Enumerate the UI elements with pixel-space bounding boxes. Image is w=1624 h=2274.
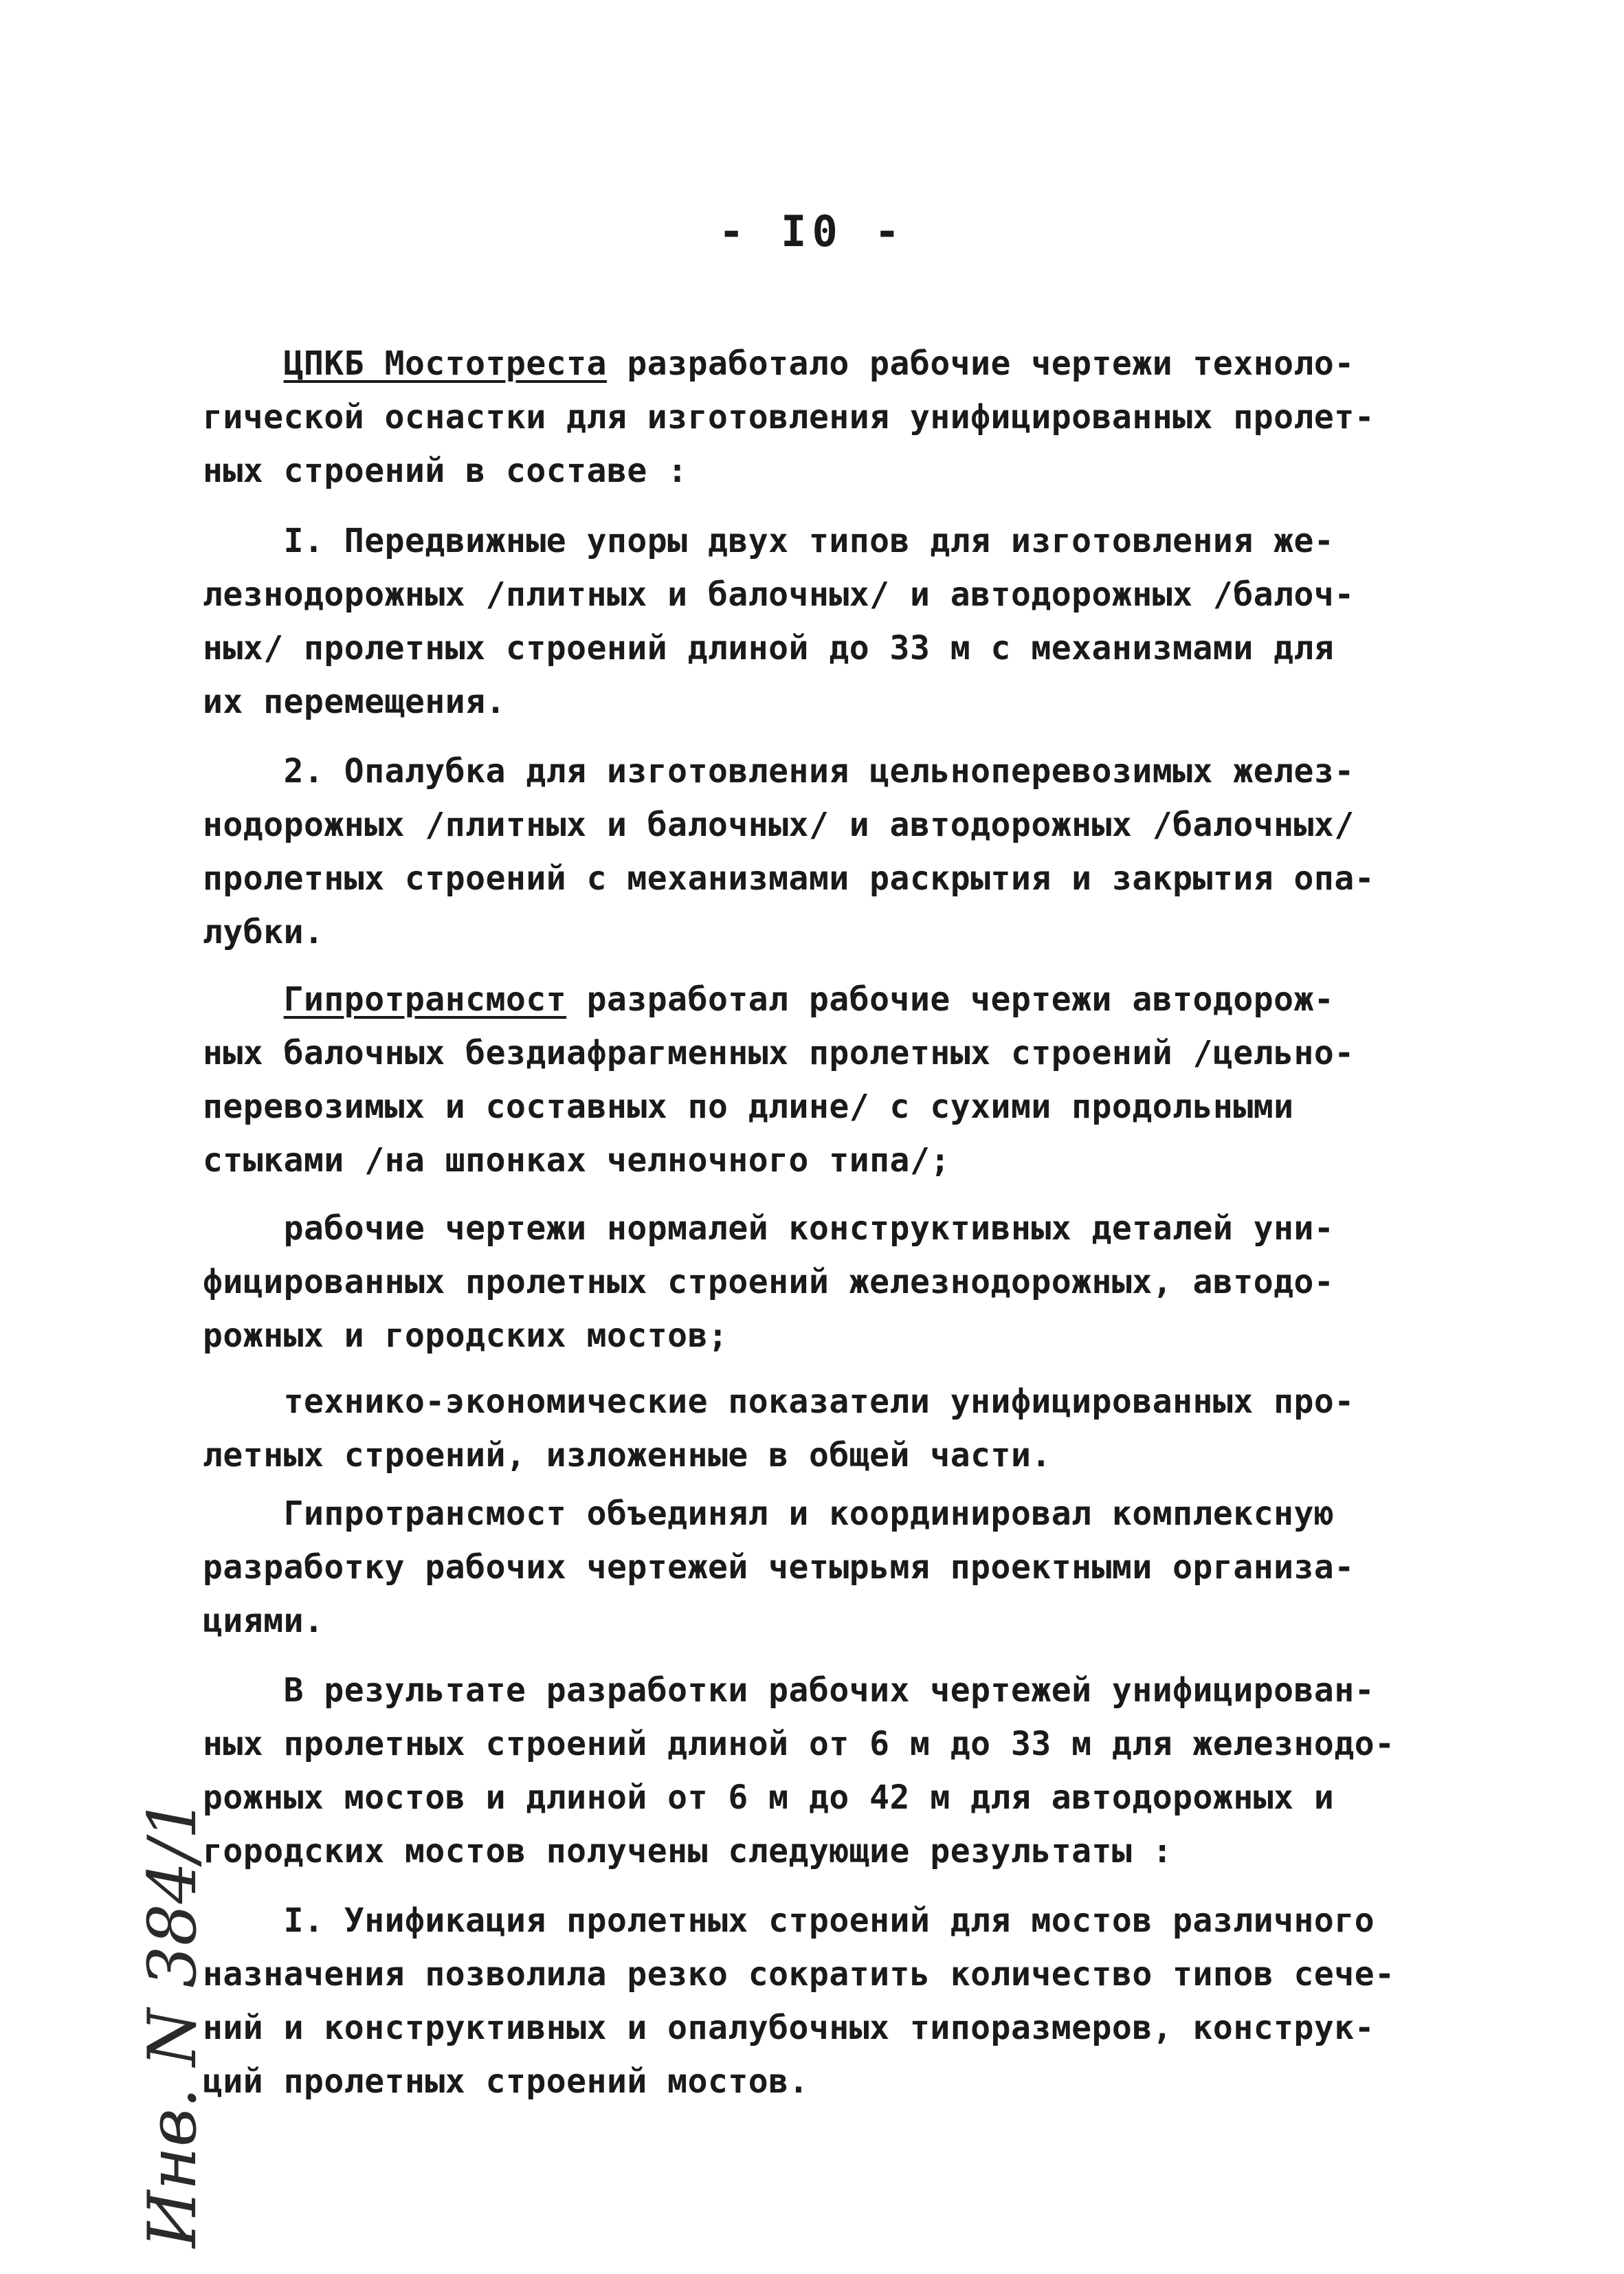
handwritten-inventory-note: Инв. N 384/1 [134,1797,211,2248]
paragraph-giprotransmost [203,973,1481,1187]
text-run: рабочие чертежи нормалей конструктивных деталей уни- [203,1209,1335,1248]
text-line [203,798,1481,852]
text-line [203,1894,1481,1947]
text-run: разработало рабочие чертежи техноло- [606,344,1355,383]
text-line [203,444,1481,498]
text-run: I. Передвижные упоры двух типов для изготовления же- [203,522,1335,560]
text-run: ций пролетных строений мостов. [203,2062,809,2101]
text-run: ных пролетных строений длиной от 6 м до 33 м для железнодо- [203,1725,1395,1763]
text-line [203,852,1481,905]
text-run: рожных мостов и длиной от 6 м до 42 м для автодорожных и [203,1778,1335,1817]
text-run: их перемещения. [203,683,506,721]
text-run [203,344,284,383]
text-run: гической оснастки для изготовления унифицированных пролет- [203,398,1375,437]
text-line [203,1594,1481,1648]
text-run: фицированных пролетных строений железнодорожных, автодо- [203,1263,1335,1301]
text-line [203,1487,1481,1541]
text-line [203,973,1481,1026]
text-run: ний и конструктивных и опалубочных типоразмеров, конструк- [203,2009,1375,2047]
text-run: технико-экономические показатели унифицированных про- [203,1382,1355,1421]
text-run: ных строений в составе : [203,452,688,490]
text-line [203,1202,1481,1255]
text-line [203,1428,1481,1482]
text-line [203,337,1481,390]
text-run: перевозимых и составных по длине/ с сухими продольными [203,1088,1294,1126]
text-line [203,514,1481,568]
paragraph-results [203,1664,1481,1878]
text-run: В результате разработки рабочих чертежей унифицирован- [203,1671,1375,1710]
paragraph-tspkb [203,337,1481,498]
text-run: I. Унификация пролетных строений для мостов различного [203,1901,1375,1940]
text-line [203,1134,1481,1187]
text-line [203,1824,1481,1878]
text-line [203,1947,1481,2001]
text-line [203,2001,1481,2055]
text-line [203,1080,1481,1134]
text-run: лезнодорожных /плитных и балочных/ и автодорожных /балоч- [203,575,1355,614]
text-line [203,1771,1481,1824]
text-line [203,744,1481,798]
organization-name: ЦПКБ Мостотреста [283,344,607,383]
text-line [203,1309,1481,1362]
text-run: разработал рабочие чертежи автодорож- [566,980,1335,1019]
text-run: нодорожных /плитных и балочных/ и автодорожных /балочных/ [203,806,1355,844]
text-line [203,390,1481,444]
text-run: разработку рабочих чертежей четырьмя проектными организа- [203,1548,1355,1587]
text-run: ных балочных бездиафрагменных пролетных строений /цельно- [203,1034,1355,1072]
text-line [203,1717,1481,1771]
text-line [203,905,1481,959]
text-run: 2. Опалубка для изготовления цельноперевозимых желез- [203,752,1355,791]
text-run: ных/ пролетных строений длиной до 33 м с механизмами для [203,629,1335,667]
paragraph-item-2-formwork [203,744,1481,959]
text-line [203,1664,1481,1717]
text-run [203,980,284,1019]
organization-name: Гипротрансмост [283,980,567,1019]
page-number: - I0 - [718,206,906,256]
text-run: стыками /на шпонках челночного типа/; [203,1141,950,1180]
text-line [203,1255,1481,1309]
paragraph-working-drawings [203,1202,1481,1362]
text-run: рожных и городских мостов; [203,1316,728,1355]
text-line [203,1375,1481,1428]
text-run: пролетных строений с механизмами раскрытия и закрытия опа- [203,859,1375,898]
paragraph-coordination [203,1487,1481,1648]
text-run: городских мостов получены следующие результаты : [203,1832,1173,1870]
text-line [203,2055,1481,2108]
text-run: Гипротрансмост объединял и координировал комплексную [203,1494,1335,1533]
text-line [203,621,1481,675]
text-line [203,1541,1481,1594]
paragraph-result-1 [203,1894,1481,2108]
text-run: циями. [203,1602,324,1640]
paragraph-tech-economic [203,1375,1481,1482]
text-run: лубки. [203,913,324,951]
text-run: летных строений, изложенные в общей части. [203,1436,1052,1475]
text-line [203,675,1481,729]
text-line [203,1026,1481,1080]
text-run: назначения позволила резко сократить количество типов сече- [203,1955,1395,1994]
paragraph-item-1-stops [203,514,1481,729]
text-line [203,568,1481,621]
